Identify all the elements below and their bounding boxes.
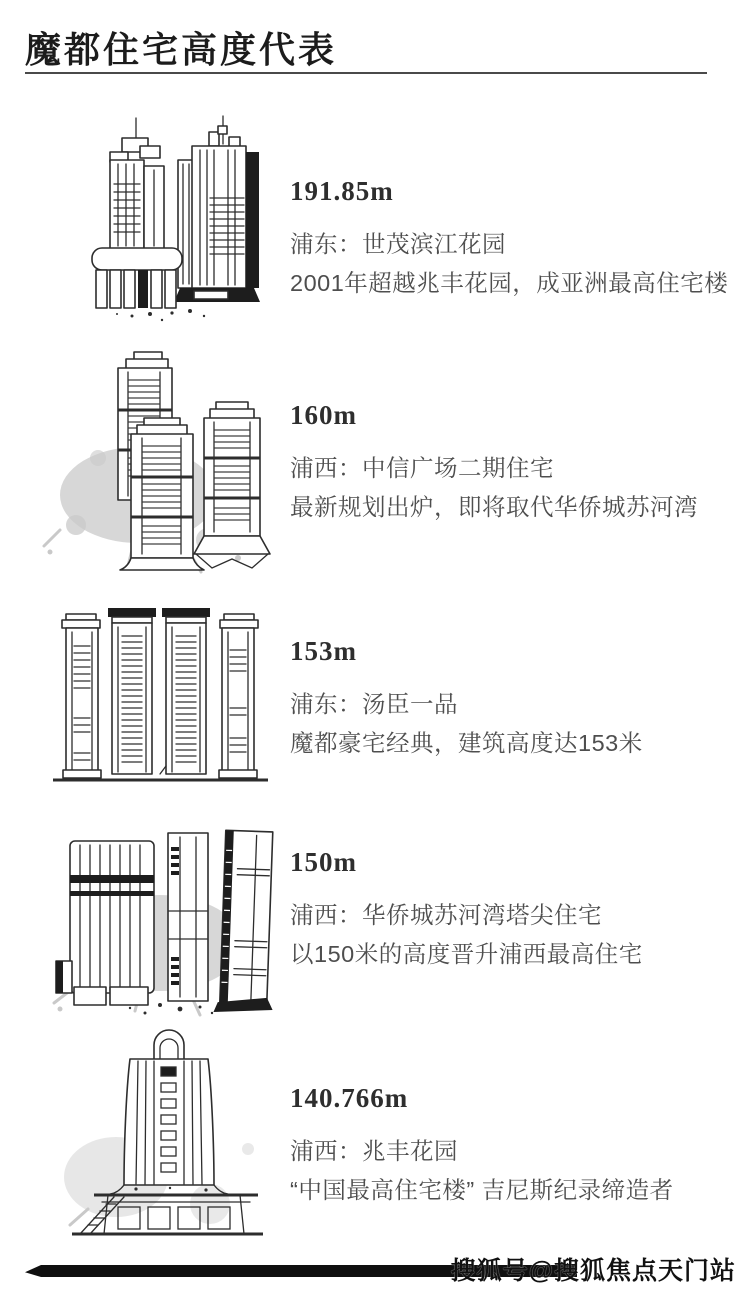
section-oct [0,805,740,1020]
location-line: 浦东：汤臣一品 [290,691,458,717]
page-title: 魔都住宅高度代表 [25,29,338,70]
section-shimao [0,100,740,335]
citic-towers-illustration [38,340,283,580]
description-line: 2001年超越兆丰花园，成亚洲最高住宅楼 [290,270,729,296]
description-line: 以150米的高度晋升浦西最高住宅 [290,941,643,967]
tomson-towers-illustration [48,598,273,793]
location-line: 浦东：世茂滨江花园 [290,231,506,257]
location-line: 浦西：华侨城苏河湾塔尖住宅 [290,902,602,928]
oct-towers-illustration [40,811,280,1019]
watermark-text: 搜狐号@搜狐焦点天门站 [450,1257,736,1285]
height-value: 153m [290,636,357,666]
height-value: 150m [290,847,357,877]
title-underline [25,72,707,74]
shimao-towers-illustration [42,108,282,326]
location-line: 浦西：中信广场二期住宅 [290,455,554,481]
description-line: 魔都豪宅经典，建筑高度达153米 [290,730,643,756]
section-zhaofeng [0,1025,740,1240]
description-line: 最新规划出炉，即将取代华侨城苏河湾 [290,494,698,520]
zhaofeng-tower-illustration [58,1029,283,1237]
height-value: 140.766m [290,1083,409,1113]
section-tomson [0,592,740,802]
height-value: 160m [290,400,357,430]
description-line: “中国最高住宅楼” 吉尼斯纪录缔造者 [290,1177,674,1203]
height-value: 191.85m [290,176,394,206]
section-citic [0,338,740,590]
location-line: 浦西：兆丰花园 [290,1138,458,1164]
